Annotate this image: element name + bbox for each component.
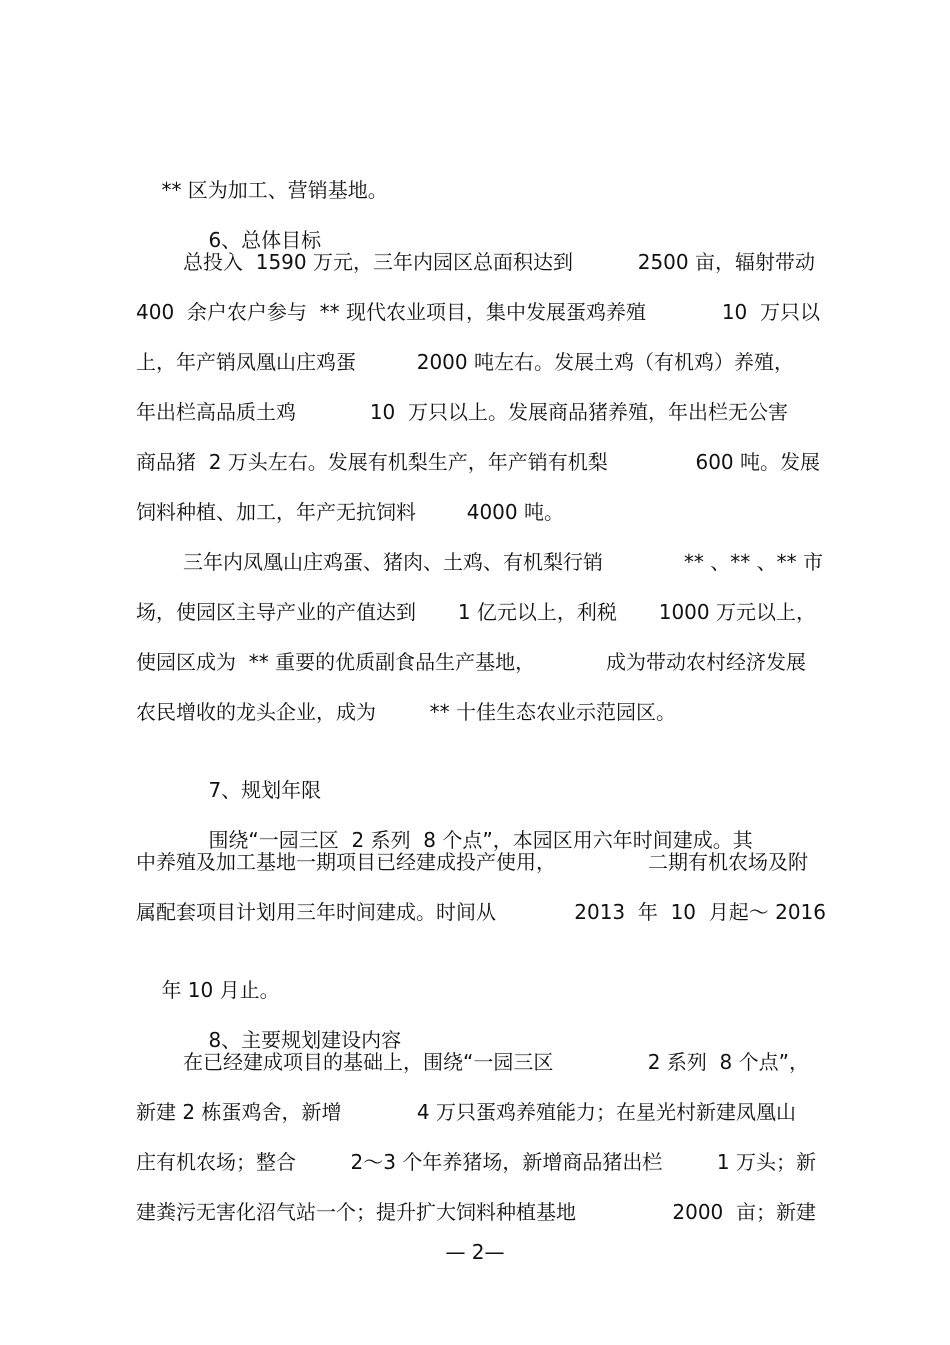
text-segment: 建粪污无害化沼气站一个；提升扩大饲料种植基地 — [136, 1200, 576, 1224]
text-segment: 农民增收的龙头企业，成为 — [136, 700, 376, 724]
text-segment: 2 系列 8 个点”， — [647, 1050, 809, 1074]
text-segment: 新建 2 栋蛋鸡舍，新增 — [136, 1100, 342, 1124]
text-line — [183, 1048, 809, 1076]
text-segment: 年 10 月止。 — [161, 978, 280, 1002]
text-line — [183, 248, 815, 276]
text-segment: 围绕“一园三区 2 系列 8 个点”，本园区用六年时间建成。其 — [208, 828, 753, 852]
text-line — [136, 398, 788, 426]
text-segment: 4 万只蛋鸡养殖能力；在星光村新建凤凰山 — [416, 1100, 796, 1124]
text-segment: 二期有机农场及附 — [648, 850, 808, 874]
text-segment: 2～3 个年养猪场，新增商品猪出栏 — [350, 1150, 663, 1174]
text-segment: 中养殖及加工基地一期项目已经建成投产使用， — [136, 850, 556, 874]
text-segment: 2000 亩；新建 — [672, 1200, 816, 1224]
text-line — [136, 348, 794, 376]
text-segment: 600 吨。发展 — [695, 450, 820, 474]
text-line — [136, 698, 676, 726]
text-segment: 上，年产销凤凰山庄鸡蛋 — [136, 350, 356, 374]
text-line — [136, 648, 806, 676]
text-segment: 场，使园区主导产业的产值达到 — [136, 600, 416, 624]
text-segment: 10 万只以 — [721, 300, 820, 324]
text-segment: ** 、** 、** 市 — [683, 550, 823, 574]
text-segment: 1 万头；新 — [716, 1150, 816, 1174]
text-segment: 2500 亩，辐射带动 — [637, 250, 815, 274]
text-segment: 10 万只以上。发展商品猪养殖，年出栏无公害 — [369, 400, 788, 424]
text-segment: 使园区成为 ** 重要的优质副食品生产基地， — [136, 650, 536, 674]
text-line — [183, 548, 823, 576]
text-segment: 1000 万元以上， — [658, 600, 816, 624]
text-line — [136, 848, 808, 876]
section-heading-text: 6、总体目标 — [208, 228, 322, 252]
text-segment: 在已经建成项目的基础上，围绕“一园三区 — [183, 1050, 554, 1074]
text-line — [136, 1098, 796, 1126]
text-segment: 商品猪 2 万头左右。发展有机梨生产，年产销有机梨 — [136, 450, 608, 474]
text-segment: 成为带动农村经济发展 — [606, 650, 806, 674]
text-segment: 1 亿元以上，利税 — [457, 600, 617, 624]
text-segment: ** 十佳生态农业示范园区。 — [429, 700, 676, 724]
text-segment: 4000 吨。 — [466, 500, 564, 524]
text-line — [136, 598, 816, 626]
text-line — [136, 498, 564, 526]
text-segment: 总投入 1590 万元，三年内园区总面积达到 — [183, 250, 573, 274]
text-line — [136, 298, 820, 326]
text-segment: 三年内凤凰山庄鸡蛋、猪肉、土鸡、有机梨行销 — [183, 550, 603, 574]
text-segment: 年出栏高品质土鸡 — [136, 400, 296, 424]
text-line — [136, 1198, 816, 1226]
text-segment: 2000 吨左右。发展土鸡（有机鸡）养殖， — [416, 350, 794, 374]
text-line — [136, 898, 826, 926]
text-segment: 庄有机农场；整合 — [136, 1150, 296, 1174]
text-segment: 2013 年 10 月起～ 2016 — [574, 900, 826, 924]
text-segment: 属配套项目计划用三年时间建成。时间从 — [136, 900, 496, 924]
text-line — [136, 1148, 816, 1176]
page-number: — 2— — [445, 1240, 505, 1264]
section-heading-text: 7、规划年限 — [208, 778, 322, 802]
text-line — [136, 448, 820, 476]
text-segment: 400 余户农户参与 ** 现代农业项目，集中发展蛋鸡养殖 — [136, 300, 646, 324]
text-segment: ** 区为加工、营销基地。 — [161, 178, 388, 202]
text-segment: 饲料种植、加工，年产无抗饲料 — [136, 500, 416, 524]
section-heading-text: 8、主要规划建设内容 — [208, 1028, 402, 1052]
